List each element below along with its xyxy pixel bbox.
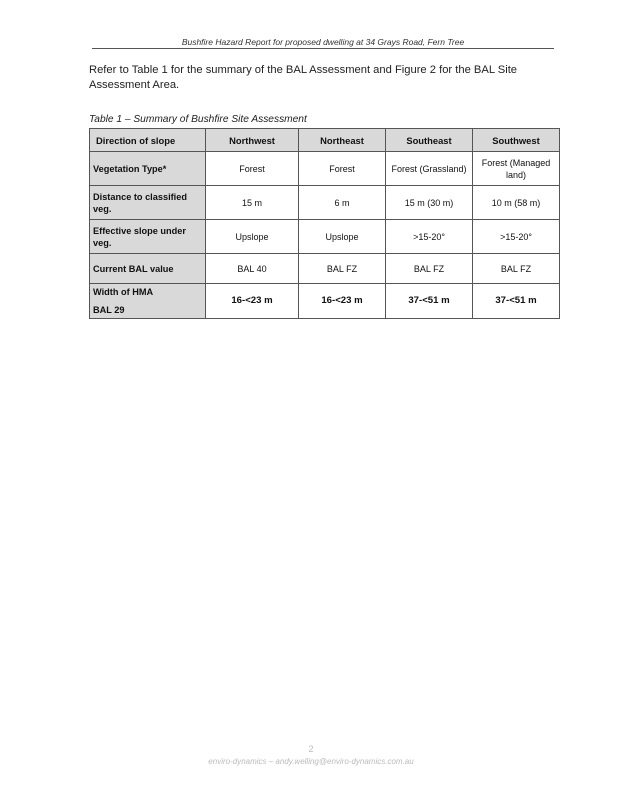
intro-paragraph: Refer to Table 1 for the summary of the BAL Assessment and Figure 2 for the BAL Site Assessment Area. <box>89 64 518 91</box>
table-cell: >15-20° <box>386 220 473 254</box>
table-header-row <box>90 129 560 152</box>
table-cell: Forest <box>206 152 299 186</box>
table-row-distance <box>90 186 560 220</box>
table-row-vegetation <box>90 152 560 186</box>
table-caption: Table 1 – Summary of Bushfire Site Assessment <box>89 114 307 125</box>
row-sublabel: BAL 29 <box>93 305 125 315</box>
bal-assessment-table <box>89 128 560 319</box>
page-number: 2 <box>308 744 314 754</box>
table-cell: Forest <box>299 152 386 186</box>
header-cell-direction: Direction of slope <box>90 129 206 152</box>
table-cell: BAL 40 <box>206 254 299 284</box>
header-cell-northeast: Northeast <box>299 129 386 152</box>
table-cell: 37-<51 m <box>386 284 473 319</box>
header-cell-southwest: Southwest <box>473 129 560 152</box>
table-row-current-bal <box>90 254 560 284</box>
header-cell-southeast: Southeast <box>386 129 473 152</box>
table-cell: BAL FZ <box>386 254 473 284</box>
table-row-slope <box>90 220 560 254</box>
table-cell: 10 m (58 m) <box>473 186 560 220</box>
table-cell: >15-20° <box>473 220 560 254</box>
row-label: Width of HMA <box>93 287 154 297</box>
row-label: Distance to classified veg. <box>90 186 206 220</box>
table-row-hma-width <box>90 284 560 319</box>
table-cell: Forest (Grassland) <box>386 152 473 186</box>
header-cell-northwest: Northwest <box>206 129 299 152</box>
table-cell: 6 m <box>299 186 386 220</box>
table-cell: Upslope <box>206 220 299 254</box>
table-cell: BAL FZ <box>299 254 386 284</box>
table-cell: Upslope <box>299 220 386 254</box>
table-cell: Forest (Managed land) <box>473 152 560 186</box>
header-divider <box>92 48 554 49</box>
table-cell: 15 m <box>206 186 299 220</box>
table-cell: 16-<23 m <box>299 284 386 319</box>
table-cell: 16-<23 m <box>206 284 299 319</box>
row-label: Vegetation Type* <box>90 152 206 186</box>
row-label-hma <box>90 284 206 319</box>
row-label: Current BAL value <box>90 254 206 284</box>
page-header-title: Bushfire Hazard Report for proposed dwelling at 34 Grays Road, Fern Tree <box>181 37 465 47</box>
table-cell: BAL FZ <box>473 254 560 284</box>
table-cell: 15 m (30 m) <box>386 186 473 220</box>
footer-contact: enviro-dynamics – andy.welling@enviro-dynamics.com.au <box>208 757 414 766</box>
row-label: Effective slope under veg. <box>90 220 206 254</box>
table-cell: 37-<51 m <box>473 284 560 319</box>
